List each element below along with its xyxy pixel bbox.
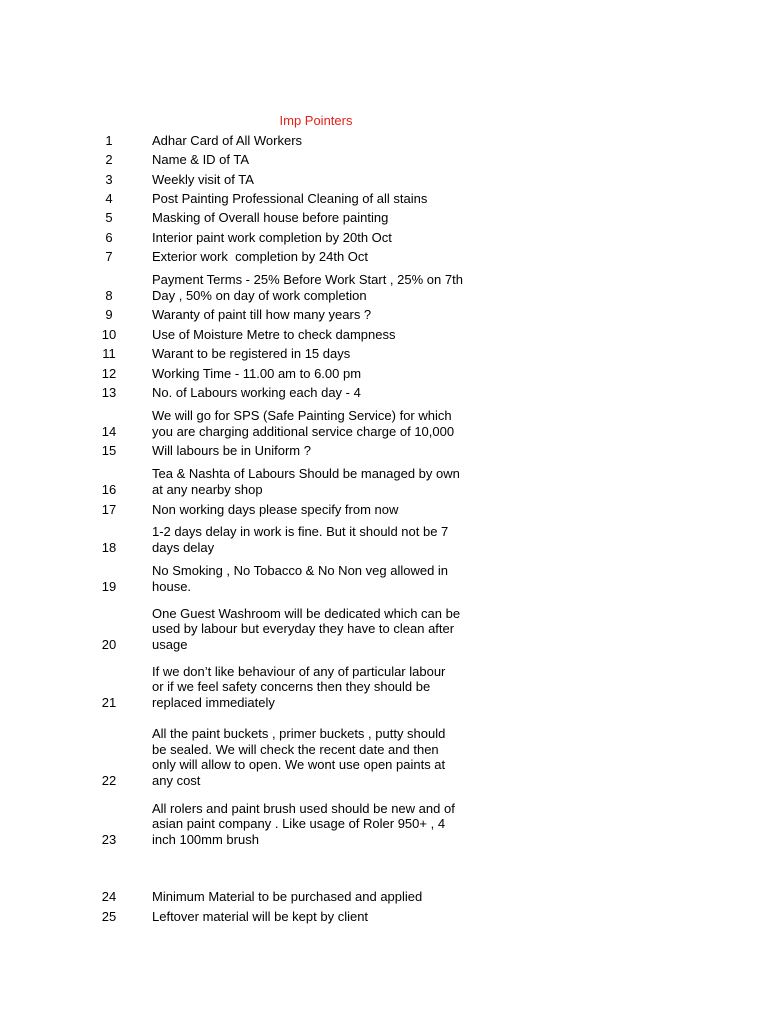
item-text-line: replaced immediately	[152, 694, 275, 710]
item-text-line: Will labours be in Uniform ?	[152, 443, 311, 458]
item-text-line: If we don’t like behaviour of any of particular labour	[152, 663, 446, 679]
item-text-line: We will go for SPS (Safe Painting Service) for which	[152, 408, 452, 424]
item-text-line: All rolers and paint brush used should be new and of	[152, 800, 455, 816]
item-number: 25	[101, 909, 117, 924]
item-text	[152, 327, 492, 343]
item-text-line: or if we feel safety concerns then they should be	[152, 679, 431, 695]
item-text-line: only will allow to open. We wont use open paints at	[152, 757, 446, 773]
item-number: 8	[105, 288, 113, 303]
item-number: 9	[105, 307, 113, 322]
item-text-line: Leftover material will be kept by client	[152, 909, 369, 924]
item-text	[152, 272, 492, 303]
item-number: 23	[101, 832, 117, 847]
item-text-line: Minimum Material to be purchased and applied	[152, 889, 423, 904]
item-text	[152, 191, 492, 207]
item-number: 2	[105, 152, 113, 167]
item-text	[152, 210, 492, 226]
item-text-line: No Smoking , No Tobacco & No Non veg allowed in	[152, 563, 449, 579]
item-text	[152, 563, 492, 594]
item-text-line: Use of Moisture Metre to check dampness	[152, 327, 396, 342]
item-text-line: All the paint buckets , primer buckets , putty should	[152, 726, 446, 742]
item-text-line: Masking of Overall house before painting	[152, 210, 389, 225]
item-text	[152, 801, 492, 848]
item-number: 21	[101, 695, 117, 710]
item-text	[152, 466, 492, 497]
item-text-line: Waranty of paint till how many years ?	[152, 307, 372, 322]
item-number: 17	[101, 502, 117, 517]
item-text-line: usage	[152, 636, 188, 652]
item-number: 1	[105, 133, 113, 148]
item-text-line: 1-2 days delay in work is fine. But it should not be 7	[152, 524, 449, 540]
item-number: 12	[101, 366, 117, 381]
item-text-line: Warant to be registered in 15 days	[152, 346, 351, 361]
item-number: 10	[101, 327, 117, 342]
item-text	[152, 152, 492, 168]
item-text	[152, 172, 492, 188]
item-text-line: One Guest Washroom will be dedicated which can be	[152, 605, 461, 621]
item-text	[152, 307, 492, 323]
item-text-line: Post Painting Professional Cleaning of all stains	[152, 191, 428, 206]
item-text	[152, 664, 492, 711]
item-text-line: asian paint company . Like usage of Roler 950+ , 4	[152, 816, 446, 832]
item-text-line: No. of Labours working each day - 4	[152, 385, 361, 400]
item-text-line: Adhar Card of All Workers	[152, 133, 303, 148]
item-text	[152, 249, 492, 265]
item-text	[152, 726, 492, 788]
item-number: 22	[101, 773, 117, 788]
item-text	[152, 230, 492, 246]
item-text	[152, 524, 492, 555]
item-number: 14	[101, 424, 117, 439]
item-number: 5	[105, 210, 113, 225]
item-number: 4	[105, 191, 113, 206]
item-text	[152, 346, 492, 362]
item-text-line: Interior paint work completion by 20th Oct	[152, 230, 392, 245]
item-text-line: inch 100mm brush	[152, 831, 259, 847]
item-text-line: at any nearby shop	[152, 481, 263, 497]
item-number: 20	[101, 637, 117, 652]
item-text-line: you are charging additional service charge of 10,000	[152, 423, 455, 439]
item-number: 19	[101, 579, 117, 594]
item-text	[152, 443, 492, 459]
item-text-line: Non working days please specify from now	[152, 502, 399, 517]
item-number: 13	[101, 385, 117, 400]
item-text	[152, 133, 492, 149]
item-text-line: Exterior work completion by 24th Oct	[152, 249, 369, 264]
item-number: 3	[105, 172, 113, 187]
item-text-line: Name & ID of TA	[152, 152, 250, 167]
item-text-line: be sealed. We will check the recent date and then	[152, 741, 439, 757]
item-text	[152, 889, 492, 905]
item-text-line: any cost	[152, 772, 201, 788]
item-text-line: Weekly visit of TA	[152, 172, 254, 187]
item-text-line: Tea & Nashta of Labours Should be managed by own	[152, 466, 460, 482]
item-number: 7	[105, 249, 113, 264]
item-text-line: days delay	[152, 539, 215, 555]
item-text-line: used by labour but everyday they have to clean after	[152, 621, 455, 637]
item-number: 15	[101, 443, 117, 458]
item-text	[152, 408, 492, 439]
item-text-line: Payment Terms - 25% Before Work Start , 25% on 7th	[152, 272, 463, 288]
document-title: Imp Pointers	[279, 113, 353, 128]
item-number: 16	[101, 482, 117, 497]
item-text-line: Working Time - 11.00 am to 6.00 pm	[152, 366, 362, 381]
item-text	[152, 606, 492, 653]
item-number: 18	[101, 540, 117, 555]
item-number: 24	[101, 889, 117, 904]
item-number: 11	[102, 346, 116, 361]
item-text-line: Day , 50% on day of work completion	[152, 287, 367, 303]
item-text	[152, 366, 492, 382]
item-text	[152, 385, 492, 401]
item-text-line: house.	[152, 578, 192, 594]
item-number: 6	[105, 230, 113, 245]
item-text	[152, 909, 492, 925]
item-text	[152, 502, 492, 518]
